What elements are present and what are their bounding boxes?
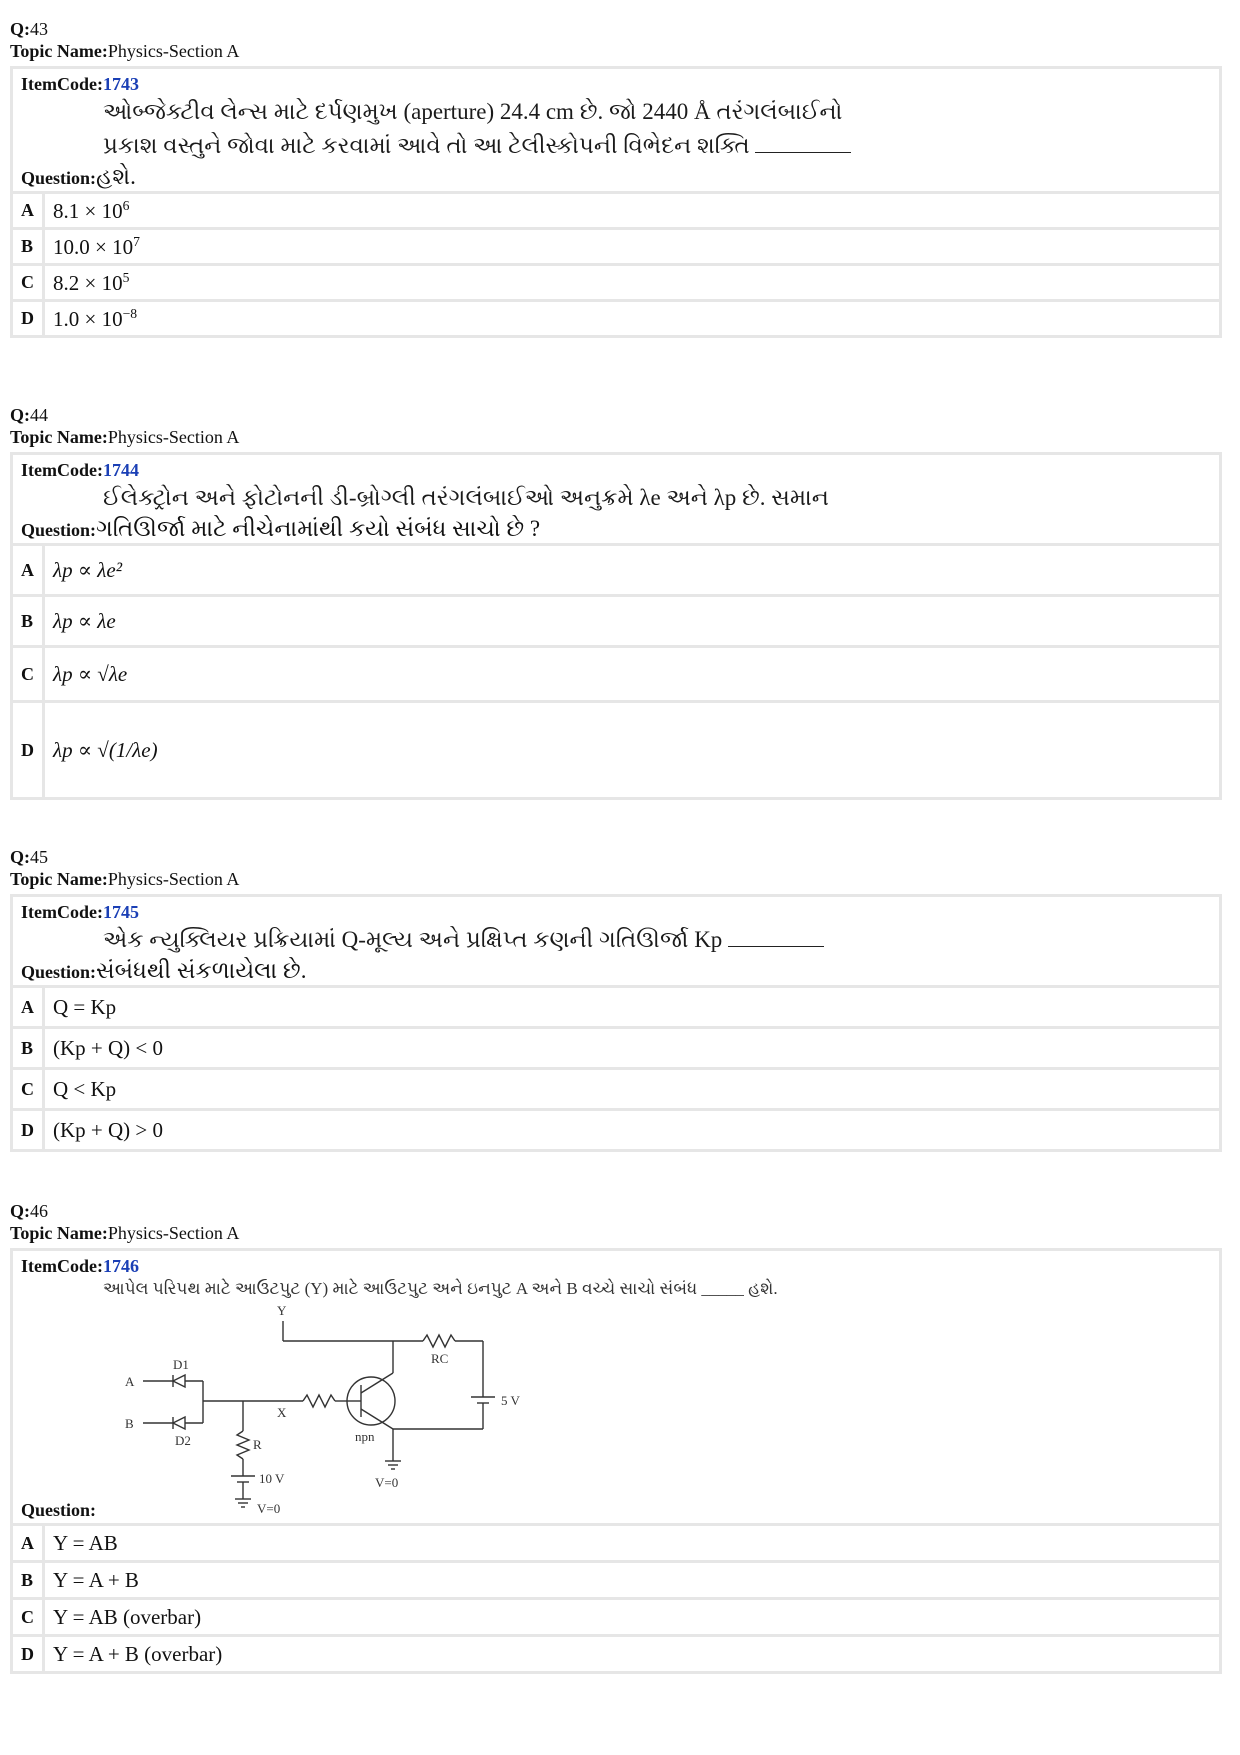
question-card xyxy=(10,452,1222,800)
question-label-row: Question: ગતિઊર્જા માટે નીચેનામાંથી કયો સંબંધ સાચો છે ? xyxy=(21,516,541,541)
label-v0-left: V=0 xyxy=(257,1501,281,1516)
question-label-row: Question: xyxy=(21,1500,97,1520)
question-block-44 xyxy=(10,404,1222,800)
question-stem-line: આપેલ પરિપથ માટે આઉટપુટ (Y) માટે આઉટપુટ અને ઇનપુટ A અને B વચ્ચે સાચો સંબંધ _____ હશે. xyxy=(103,1279,778,1298)
question-label-row: Question: હશે. xyxy=(21,164,136,189)
option-c[interactable]: C λp ∝ √λe xyxy=(13,645,1219,700)
option-b[interactable]: B Y = A + B xyxy=(13,1560,1219,1597)
question-stem-line: ઈલેક્ટ્રોન અને ફોટોનની ડી-બ્રોગ્લી તરંગલંબાઈઓ અનુક્રમે λe અને λp છે. સમાન xyxy=(103,485,829,510)
answer-blank xyxy=(755,132,851,153)
option-b[interactable]: B (Kp + Q) < 0 xyxy=(13,1026,1219,1067)
option-c[interactable]: C Y = AB (overbar) xyxy=(13,1597,1219,1634)
label-x: X xyxy=(277,1405,287,1420)
label-rc: RC xyxy=(431,1351,449,1366)
option-a[interactable]: A Y = AB xyxy=(13,1523,1219,1560)
option-d[interactable]: D $1.0 \times 10^{-8}$ xyxy=(13,299,1219,335)
question-block-46 xyxy=(10,1200,1222,1674)
topic-name: Topic Name:Physics-Section A xyxy=(10,1223,240,1243)
topic-name: Topic Name:Physics-Section A xyxy=(10,427,240,447)
label-npn: npn xyxy=(355,1429,375,1444)
question-number: Q:45 xyxy=(10,847,48,867)
question-block-45 xyxy=(10,846,1222,1152)
item-code: ItemCode:1745 xyxy=(21,902,139,922)
question-stem-line: ઓબ્જેક્ટીવ લેન્સ માટે દર્પણમુખ (aperture) 24.4 cm છે. જો 2440 Å તરંગલંબાઈનો xyxy=(103,99,843,124)
option-d[interactable]: D Y = A + B (overbar) xyxy=(13,1634,1219,1671)
option-c[interactable]: C Q < Kp xyxy=(13,1067,1219,1108)
question-card xyxy=(10,1248,1222,1674)
question-label-row: Question: સંબંધથી સંકળાયેલા છે. xyxy=(21,958,307,983)
option-a[interactable]: A Q = Kp xyxy=(13,985,1219,1026)
answer-blank xyxy=(728,926,824,947)
option-a[interactable]: A $8.1 \times 10^6$ xyxy=(13,191,1219,227)
label-b: B xyxy=(125,1416,134,1431)
label-r: R xyxy=(253,1437,262,1452)
question-block-43 xyxy=(10,18,1222,338)
question-card xyxy=(10,894,1222,1152)
question-number: Q:46 xyxy=(10,1201,48,1221)
option-d[interactable]: D λp ∝ √(1/λe) xyxy=(13,700,1219,797)
item-code: ItemCode:1743 xyxy=(21,74,139,94)
option-a[interactable]: A λp ∝ λe² xyxy=(13,543,1219,594)
label-5v: 5 V xyxy=(501,1393,520,1408)
question-card xyxy=(10,66,1222,338)
label-d2: D2 xyxy=(175,1433,191,1448)
label-d1: D1 xyxy=(173,1357,189,1372)
question-stem-line: પ્રકાશ વસ્તુને જોવા માટે કરવામાં આવે તો આ ટેલીસ્કોપની વિભેદન શક્તિ xyxy=(103,129,1219,163)
topic-name: Topic Name:Physics-Section A xyxy=(10,41,240,61)
label-y: Y xyxy=(277,1303,287,1318)
logic-circuit-diagram xyxy=(103,1301,543,1523)
question-number: Q:44 xyxy=(10,405,48,425)
option-c[interactable]: C $8.2 \times 10^5$ xyxy=(13,263,1219,299)
label-10v: 10 V xyxy=(259,1471,285,1486)
topic-name: Topic Name:Physics-Section A xyxy=(10,869,240,889)
question-number: Q:43 xyxy=(10,19,48,39)
option-b[interactable]: B λp ∝ λe xyxy=(13,594,1219,645)
label-v0-right: V=0 xyxy=(375,1475,399,1490)
item-code: ItemCode:1746 xyxy=(21,1256,139,1276)
item-code: ItemCode:1744 xyxy=(21,460,139,480)
option-d[interactable]: D (Kp + Q) > 0 xyxy=(13,1108,1219,1149)
option-b[interactable]: B $10.0 \times 10^7$ xyxy=(13,227,1219,263)
question-stem-line: એક ન્યુક્લિયર પ્રક્રિયામાં Q-મૂલ્ય અને પ્રક્ષિપ્ત કણની ગતિઊર્જા Kp xyxy=(103,923,1219,957)
label-a: A xyxy=(125,1374,135,1389)
